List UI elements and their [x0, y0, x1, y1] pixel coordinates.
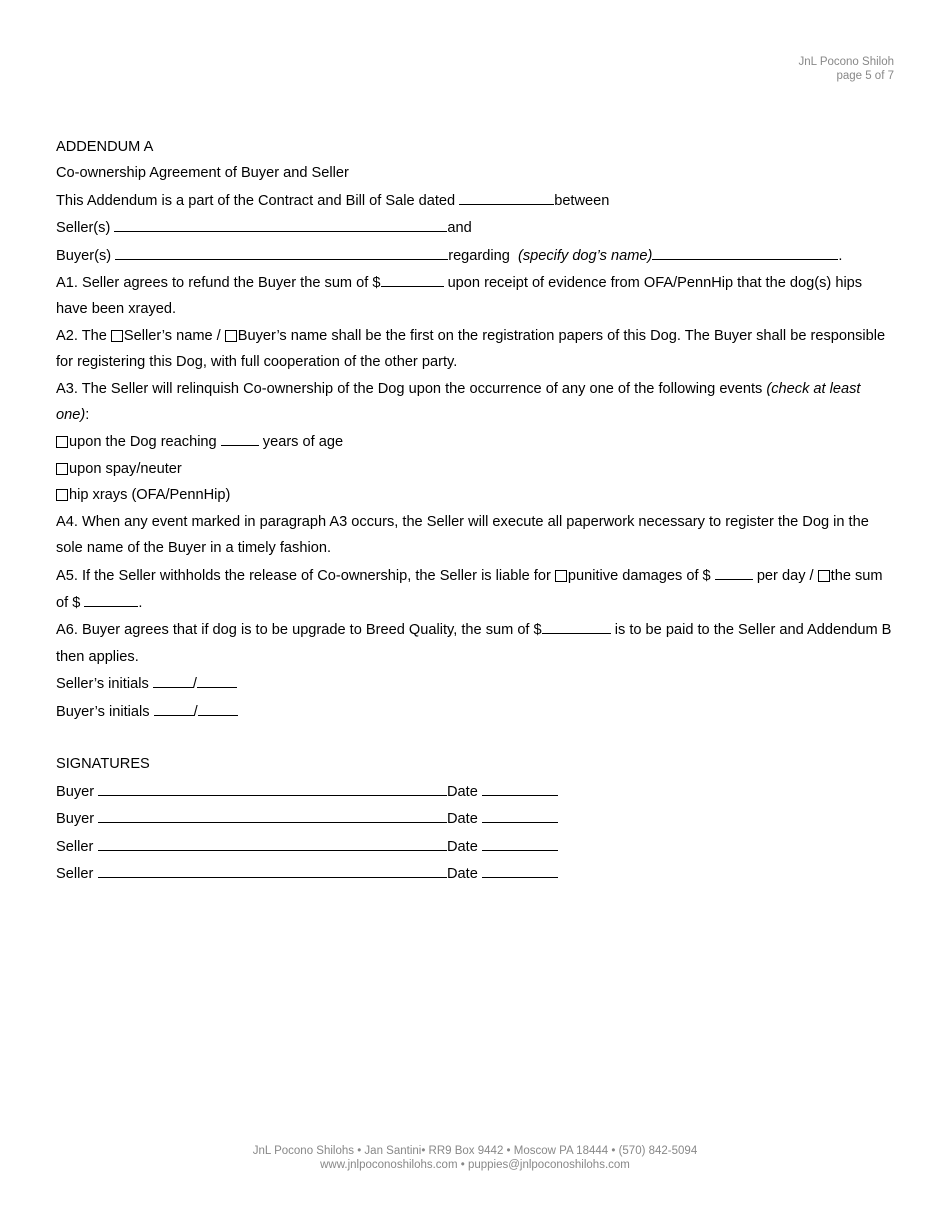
- header-company: JnL Pocono Shiloh: [798, 56, 894, 68]
- punitive-damages-checkbox[interactable]: [555, 570, 567, 582]
- paragraph-a4: A4. When any event marked in paragraph A3 occurs, the Seller will execute all paperwork necessary to register the Dog in the sole name of the Buyer in a timely fashion.: [56, 513, 869, 557]
- buyer-name-field[interactable]: [115, 242, 448, 260]
- addendum-title: ADDENDUM A: [56, 139, 154, 155]
- addendum-subtitle: Co-ownership Agreement of Buyer and Seller: [56, 165, 349, 182]
- seller-initials-field-2[interactable]: [197, 670, 237, 688]
- contract-date-field[interactable]: [459, 187, 554, 205]
- signature-rows: [56, 778, 894, 888]
- date-field[interactable]: [482, 778, 558, 796]
- signature-role-label: Buyer: [56, 783, 95, 800]
- date-field[interactable]: [482, 860, 558, 878]
- signature-row: [56, 833, 894, 860]
- paragraph-a1: A1. Seller agrees to refund the Buyer the sum of $ upon receipt of evidence from OFA/PennHip that the dog(s) hips have been xrayed.: [56, 269, 894, 323]
- per-day-amount-field[interactable]: [715, 562, 753, 580]
- age-years-field[interactable]: [221, 428, 259, 446]
- signature-field[interactable]: [98, 805, 447, 823]
- seller-name-field[interactable]: [114, 214, 447, 232]
- seller-name-checkbox[interactable]: [111, 330, 123, 342]
- signature-role-label: Seller: [56, 865, 94, 882]
- header-page-number: page 5 of 7: [836, 70, 894, 82]
- signature-role-label: Buyer: [56, 811, 95, 828]
- signature-role-label: Seller: [56, 838, 94, 855]
- intro-line: This Addendum is a part of the Contract and Bill of Sale dated between: [56, 187, 894, 214]
- signature-field[interactable]: [98, 860, 447, 878]
- refund-amount-field[interactable]: [381, 269, 444, 287]
- paragraph-a2: A2. The Seller’s name / Buyer’s name shall be the first on the registration papers of this Dog. The Buyer shall be responsible for registering this Dog, with full cooperation of the other party.: [56, 327, 886, 371]
- signature-row: [56, 805, 894, 832]
- page-header: [799, 55, 894, 83]
- paragraph-a6: A6. Buyer agrees that if dog is to be upgrade to Breed Quality, the sum of $ is to be paid to the Seller and Addendum B then applies.: [56, 616, 894, 670]
- spay-neuter-checkbox[interactable]: [56, 463, 68, 475]
- a3-option-xray: hip xrays (OFA/PennHip): [56, 482, 894, 508]
- lump-sum-checkbox[interactable]: [818, 570, 830, 582]
- seller-line: Seller(s) and: [56, 214, 894, 241]
- footer-contact: www.jnlpoconoshilohs.com • puppies@jnlpoconoshilohs.com: [320, 1159, 630, 1171]
- seller-initials-line: Seller’s initials /: [56, 670, 894, 697]
- signature-field[interactable]: [98, 833, 447, 851]
- date-field[interactable]: [482, 833, 558, 851]
- date-field[interactable]: [482, 805, 558, 823]
- lump-sum-amount-field[interactable]: [84, 589, 138, 607]
- date-label: Date: [447, 783, 478, 800]
- paragraph-a5: A5. If the Seller withholds the release of Co-ownership, the Seller is liable for punitive damages of $ per day / the sum of $ .: [56, 562, 894, 617]
- dog-name-field[interactable]: [652, 242, 838, 260]
- buyer-line: Buyer(s) regarding (specify dog’s name) .: [56, 242, 894, 269]
- signature-row: [56, 860, 894, 887]
- date-label: Date: [447, 838, 478, 855]
- addendum-body: [56, 134, 894, 887]
- seller-initials-field-1[interactable]: [153, 670, 193, 688]
- buyer-initials-field-2[interactable]: [198, 698, 238, 716]
- a3-option-spay: upon spay/neuter: [56, 456, 894, 482]
- breed-quality-amount-field[interactable]: [542, 616, 611, 634]
- buyer-initials-line: Buyer’s initials /: [56, 698, 894, 725]
- signature-field[interactable]: [98, 778, 447, 796]
- hip-xray-checkbox[interactable]: [56, 489, 68, 501]
- signature-row: [56, 778, 894, 805]
- buyer-name-checkbox[interactable]: [225, 330, 237, 342]
- footer-address: JnL Pocono Shilohs • Jan Santini• RR9 Box 9442 • Moscow PA 18444 • (570) 842-5094: [252, 1145, 698, 1157]
- page-footer: [0, 1144, 950, 1172]
- paragraph-a3: A3. The Seller will relinquish Co-ownership of the Dog upon the occurrence of any one of the following events (check at least one):: [56, 380, 861, 424]
- date-label: Date: [447, 811, 478, 828]
- a3-option-age: upon the Dog reaching years of age: [56, 428, 894, 455]
- signatures-title: SIGNATURES: [56, 756, 150, 773]
- buyer-initials-field-1[interactable]: [154, 698, 194, 716]
- date-label: Date: [447, 865, 478, 882]
- age-checkbox[interactable]: [56, 436, 68, 448]
